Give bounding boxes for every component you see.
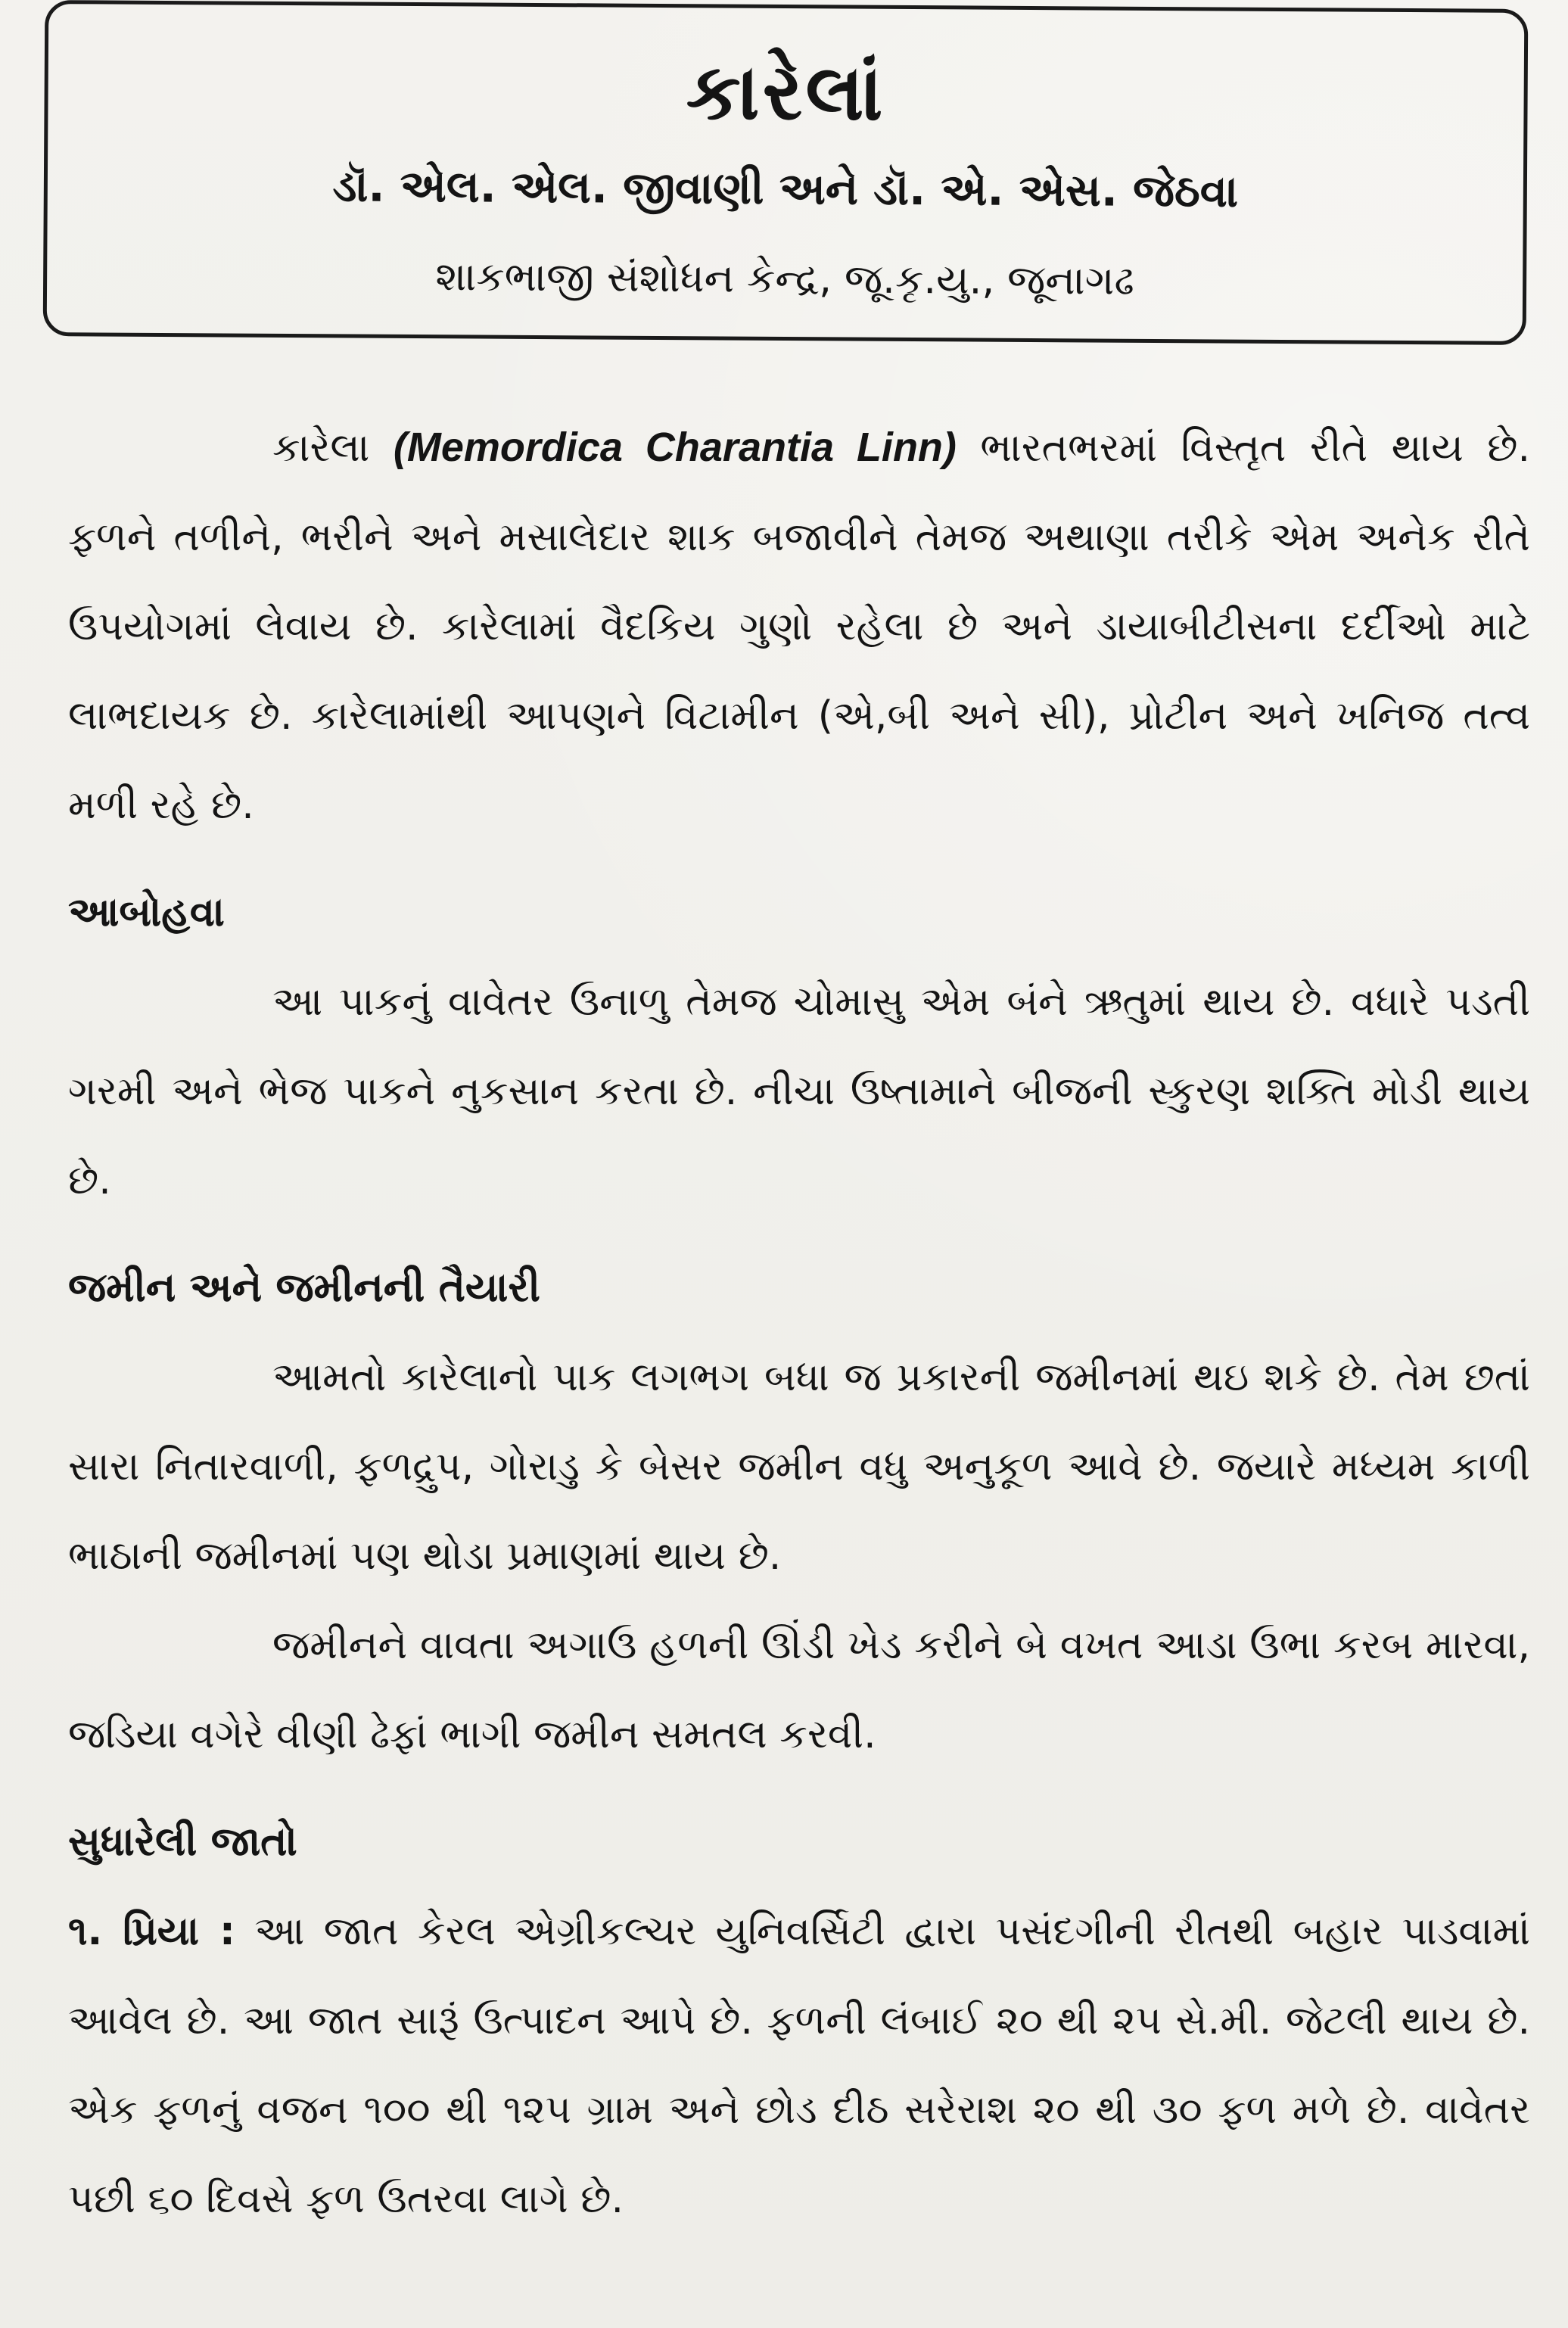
intro-lead: કારેલા bbox=[272, 425, 394, 471]
intro-text: ભારતભરમાં વિસ્તૃત રીતે થાય છે. ફળને તળીને, ભરીને અને મસાલેદાર શાક બજાવીને તેમજ અથાણા તરીકે એમ અનેક રીતે ઉપયોગમાં લેવાય છે. કારેલામાં વૈદકિય ગુણો રહેલા છે અને ડાયાબીટીસના દર્દીઓ માટે લાભદાયક છે. કારેલામાંથી આપણને વિટામીન (એ,બી અને સી), પ્રોટીન અને ખનિજ તત્વ મળી રહે છે. bbox=[68, 425, 1531, 828]
variety-item-1-label: ૧. પ્રિયા : bbox=[68, 1909, 235, 1954]
section-heading-climate: આબોહવા bbox=[68, 889, 225, 935]
author-line: ડૉ. એલ. એલ. જીવાણી અને ડૉ. એ. એસ. જેઠવા bbox=[332, 160, 1239, 217]
variety-item-1 bbox=[68, 1887, 1530, 2244]
variety-item-1-text: આ જાત કેરલ એગ્રીકલ્ચર યુનિવર્સિટી દ્વારા પસંદગીની રીતથી બહાર પાડવામાં આવેલ છે. આ જાત સારૂં ઉત્પાદન આપે છે. ફળની લંબાઈ ૨૦ થી ૨૫ સે.મી. જેટલી થાય છે. એક ફળનું વજન ૧૦૦ થી ૧૨૫ ગ્રામ અને છોડ દીઠ સરેરાશ ૨૦ થી ૩૦ ફળ મળે છે. વાવેતર પછી ૬૦ દિવસે ફળ ઉતરવા લાગે છે. bbox=[68, 1909, 1530, 2222]
intro-paragraph bbox=[68, 403, 1530, 850]
section-heading-varieties: સુધારેલી જાતો bbox=[68, 1819, 297, 1865]
soil-paragraph-1: આમતો કારેલાનો પાક લગભગ બધા જ પ્રકારની જમીનમાં થઇ શકે છે. તેમ છતાં સારા નિતારવાળી, ફળદ્રુપ, ગોરાડુ કે બેસર જમીન વધુ અનુકૂળ આવે છે. જયારે મધ્યમ કાળી ભાઠાની જમીનમાં પણ થોડા પ્રમાણમાં થાય છે. bbox=[68, 1355, 1530, 1579]
section-heading-soil: જમીન અને જમીનની તૈયારી bbox=[68, 1265, 540, 1311]
article-body bbox=[68, 403, 1530, 2244]
article-title: કારેલાં bbox=[686, 47, 886, 138]
climate-paragraph: આ પાકનું વાવેતર ઉનાળુ તેમજ ચોમાસુ એમ બંને ઋતુમાં થાય છે. વધારે પડતી ગરમી અને ભેજ પાકને નુકસાન કરતા છે. નીચા ઉષ્તામાને બીજની સ્કુરણ શક્તિ મોડી થાય છે. bbox=[68, 979, 1530, 1203]
latin-name: (Memordica Charantia Linn) bbox=[393, 425, 957, 470]
affiliation-line: શાકભાજી સંશોધન કેન્દ્ર, જૂ.કૃ.યુ., જૂનાગઢ bbox=[435, 254, 1134, 304]
soil-paragraph-2: જમીનને વાવતા અગાઉ હળની ઊંડી ખેડ કરીને બે વખત આડા ઉભા કરબ મારવા, જડિયા વગેરે વીણી ઢેફાં ભાગી જમીન સમતલ કરવી. bbox=[68, 1623, 1530, 1757]
title-box bbox=[43, 0, 1529, 345]
